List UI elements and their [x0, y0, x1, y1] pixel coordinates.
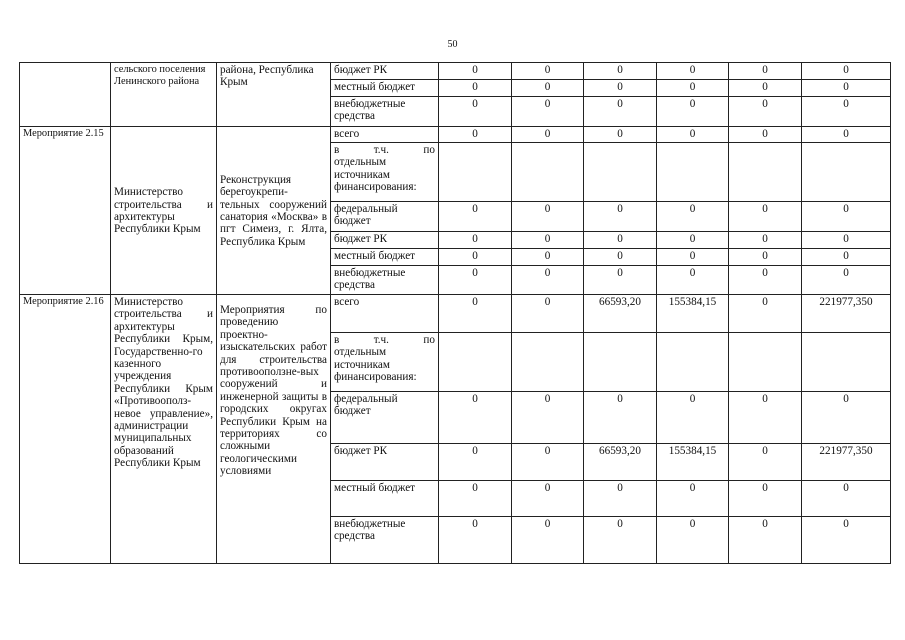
source-word: в: [334, 334, 340, 346]
source-rest: отдельным источникам финансирования:: [334, 346, 417, 384]
value-cell: 0: [439, 249, 512, 266]
value-cell: 0: [802, 266, 891, 295]
empty-cell: [729, 333, 802, 392]
executor-cell: сельского поселения Ленинского района: [111, 63, 217, 127]
value-cell: 0: [729, 63, 802, 80]
value-cell: 66593,20: [584, 295, 657, 333]
executor-cell: Министерство строительства и архитектуры Республики Крым, Государственно-го казенного учреждения Республики Крым «Противоополз-невое управление», администрации муниципальных образований Республики Крым: [111, 295, 217, 564]
executor-cell: Министерство строительства и архитектуры Республики Крым: [111, 127, 217, 295]
value-cell: 0: [512, 481, 584, 517]
measure-name-cell: Мероприятие 2.16: [20, 295, 111, 564]
value-cell: 0: [657, 266, 729, 295]
source-cell: бюджет РК: [331, 444, 439, 481]
value-cell: 0: [729, 232, 802, 249]
value-cell: 0: [584, 517, 657, 564]
value-cell: 0: [657, 517, 729, 564]
source-cell: федеральный бюджет: [331, 202, 439, 232]
empty-cell: [512, 143, 584, 202]
source-cell: [331, 143, 439, 202]
source-cell: внебюджетные средства: [331, 97, 439, 127]
value-cell: 155384,15: [657, 444, 729, 481]
value-cell: 0: [439, 392, 512, 444]
value-cell: 0: [439, 295, 512, 333]
value-cell: 0: [512, 392, 584, 444]
value-cell: 0: [729, 481, 802, 517]
value-cell: 0: [512, 517, 584, 564]
source-word: т.ч.: [373, 334, 389, 346]
value-cell: 0: [584, 127, 657, 143]
value-cell: 0: [584, 481, 657, 517]
value-cell: 0: [729, 80, 802, 97]
source-word: т.ч.: [373, 144, 389, 156]
value-cell: 0: [512, 249, 584, 266]
value-cell: 0: [657, 80, 729, 97]
value-cell: 0: [512, 127, 584, 143]
value-cell: 0: [512, 444, 584, 481]
value-cell: 0: [439, 232, 512, 249]
empty-cell: [802, 143, 891, 202]
value-cell: 0: [512, 80, 584, 97]
value-cell: 0: [729, 97, 802, 127]
value-cell: 0: [657, 481, 729, 517]
empty-cell: [657, 333, 729, 392]
value-cell: 66593,20: [584, 444, 657, 481]
value-cell: 0: [802, 481, 891, 517]
description-cell: района, Республика Крым: [217, 63, 331, 127]
value-cell: 0: [729, 202, 802, 232]
value-cell: 221977,350: [802, 295, 891, 333]
value-cell: 0: [439, 266, 512, 295]
value-cell: 0: [729, 444, 802, 481]
source-cell: местный бюджет: [331, 481, 439, 517]
value-cell: 0: [657, 232, 729, 249]
source-split: [334, 334, 435, 346]
measure-name-cell: [20, 63, 111, 127]
value-cell: 0: [657, 127, 729, 143]
empty-cell: [657, 143, 729, 202]
empty-cell: [439, 333, 512, 392]
value-cell: 0: [512, 266, 584, 295]
source-word: в: [334, 144, 340, 156]
value-cell: 0: [729, 127, 802, 143]
source-cell: федеральный бюджет: [331, 392, 439, 444]
table-row: [20, 127, 891, 143]
source-split: [334, 144, 435, 156]
source-rest: отдельным источникам финансирования:: [334, 156, 417, 194]
source-cell: бюджет РК: [331, 232, 439, 249]
empty-cell: [584, 143, 657, 202]
value-cell: 0: [439, 202, 512, 232]
value-cell: 0: [512, 63, 584, 80]
value-cell: 0: [802, 232, 891, 249]
value-cell: 0: [512, 202, 584, 232]
value-cell: 0: [584, 202, 657, 232]
empty-cell: [584, 333, 657, 392]
value-cell: 0: [729, 266, 802, 295]
value-cell: 0: [802, 127, 891, 143]
value-cell: 0: [439, 97, 512, 127]
value-cell: 0: [584, 392, 657, 444]
value-cell: 0: [512, 295, 584, 333]
page-number: 50: [447, 39, 458, 50]
empty-cell: [439, 143, 512, 202]
empty-cell: [512, 333, 584, 392]
value-cell: 0: [802, 97, 891, 127]
value-cell: 0: [584, 97, 657, 127]
value-cell: 0: [512, 232, 584, 249]
value-cell: 0: [439, 444, 512, 481]
source-word: по: [423, 334, 435, 346]
value-cell: 0: [802, 392, 891, 444]
description-cell: Мероприятия по проведению проектно-изыскательских работ для строительства противооползне-вых сооружений и инженерной защиты в городских округах Республики Крым на территориях со сложными геологическими условиями: [217, 295, 331, 564]
table-row: [20, 295, 891, 333]
value-cell: 0: [439, 127, 512, 143]
source-cell: всего: [331, 295, 439, 333]
value-cell: 155384,15: [657, 295, 729, 333]
value-cell: 0: [802, 517, 891, 564]
budget-table: [19, 62, 891, 564]
source-cell: местный бюджет: [331, 249, 439, 266]
source-cell: внебюджетные средства: [331, 517, 439, 564]
value-cell: 0: [729, 392, 802, 444]
source-cell: внебюджетные средства: [331, 266, 439, 295]
value-cell: 0: [729, 295, 802, 333]
value-cell: 0: [439, 481, 512, 517]
value-cell: 0: [657, 249, 729, 266]
value-cell: 0: [657, 202, 729, 232]
value-cell: 0: [729, 249, 802, 266]
value-cell: 221977,350: [802, 444, 891, 481]
source-cell: всего: [331, 127, 439, 143]
source-cell: [331, 333, 439, 392]
value-cell: 0: [729, 517, 802, 564]
value-cell: 0: [657, 63, 729, 80]
empty-cell: [729, 143, 802, 202]
value-cell: 0: [802, 202, 891, 232]
value-cell: 0: [439, 517, 512, 564]
value-cell: 0: [584, 232, 657, 249]
source-word: по: [423, 144, 435, 156]
value-cell: 0: [439, 63, 512, 80]
value-cell: 0: [584, 63, 657, 80]
value-cell: 0: [657, 392, 729, 444]
value-cell: 0: [512, 97, 584, 127]
table-row: [20, 63, 891, 80]
description-cell: Реконструкция берегоукрепи-тельных сооружений санатория «Москва» в пгт Симеиз, г. Ялта, Республика Крым: [217, 127, 331, 295]
value-cell: 0: [802, 249, 891, 266]
value-cell: 0: [802, 63, 891, 80]
measure-name-cell: Мероприятие 2.15: [20, 127, 111, 295]
value-cell: 0: [584, 80, 657, 97]
source-cell: бюджет РК: [331, 63, 439, 80]
value-cell: 0: [802, 80, 891, 97]
value-cell: 0: [584, 266, 657, 295]
source-cell: местный бюджет: [331, 80, 439, 97]
empty-cell: [802, 333, 891, 392]
value-cell: 0: [657, 97, 729, 127]
value-cell: 0: [584, 249, 657, 266]
value-cell: 0: [439, 80, 512, 97]
